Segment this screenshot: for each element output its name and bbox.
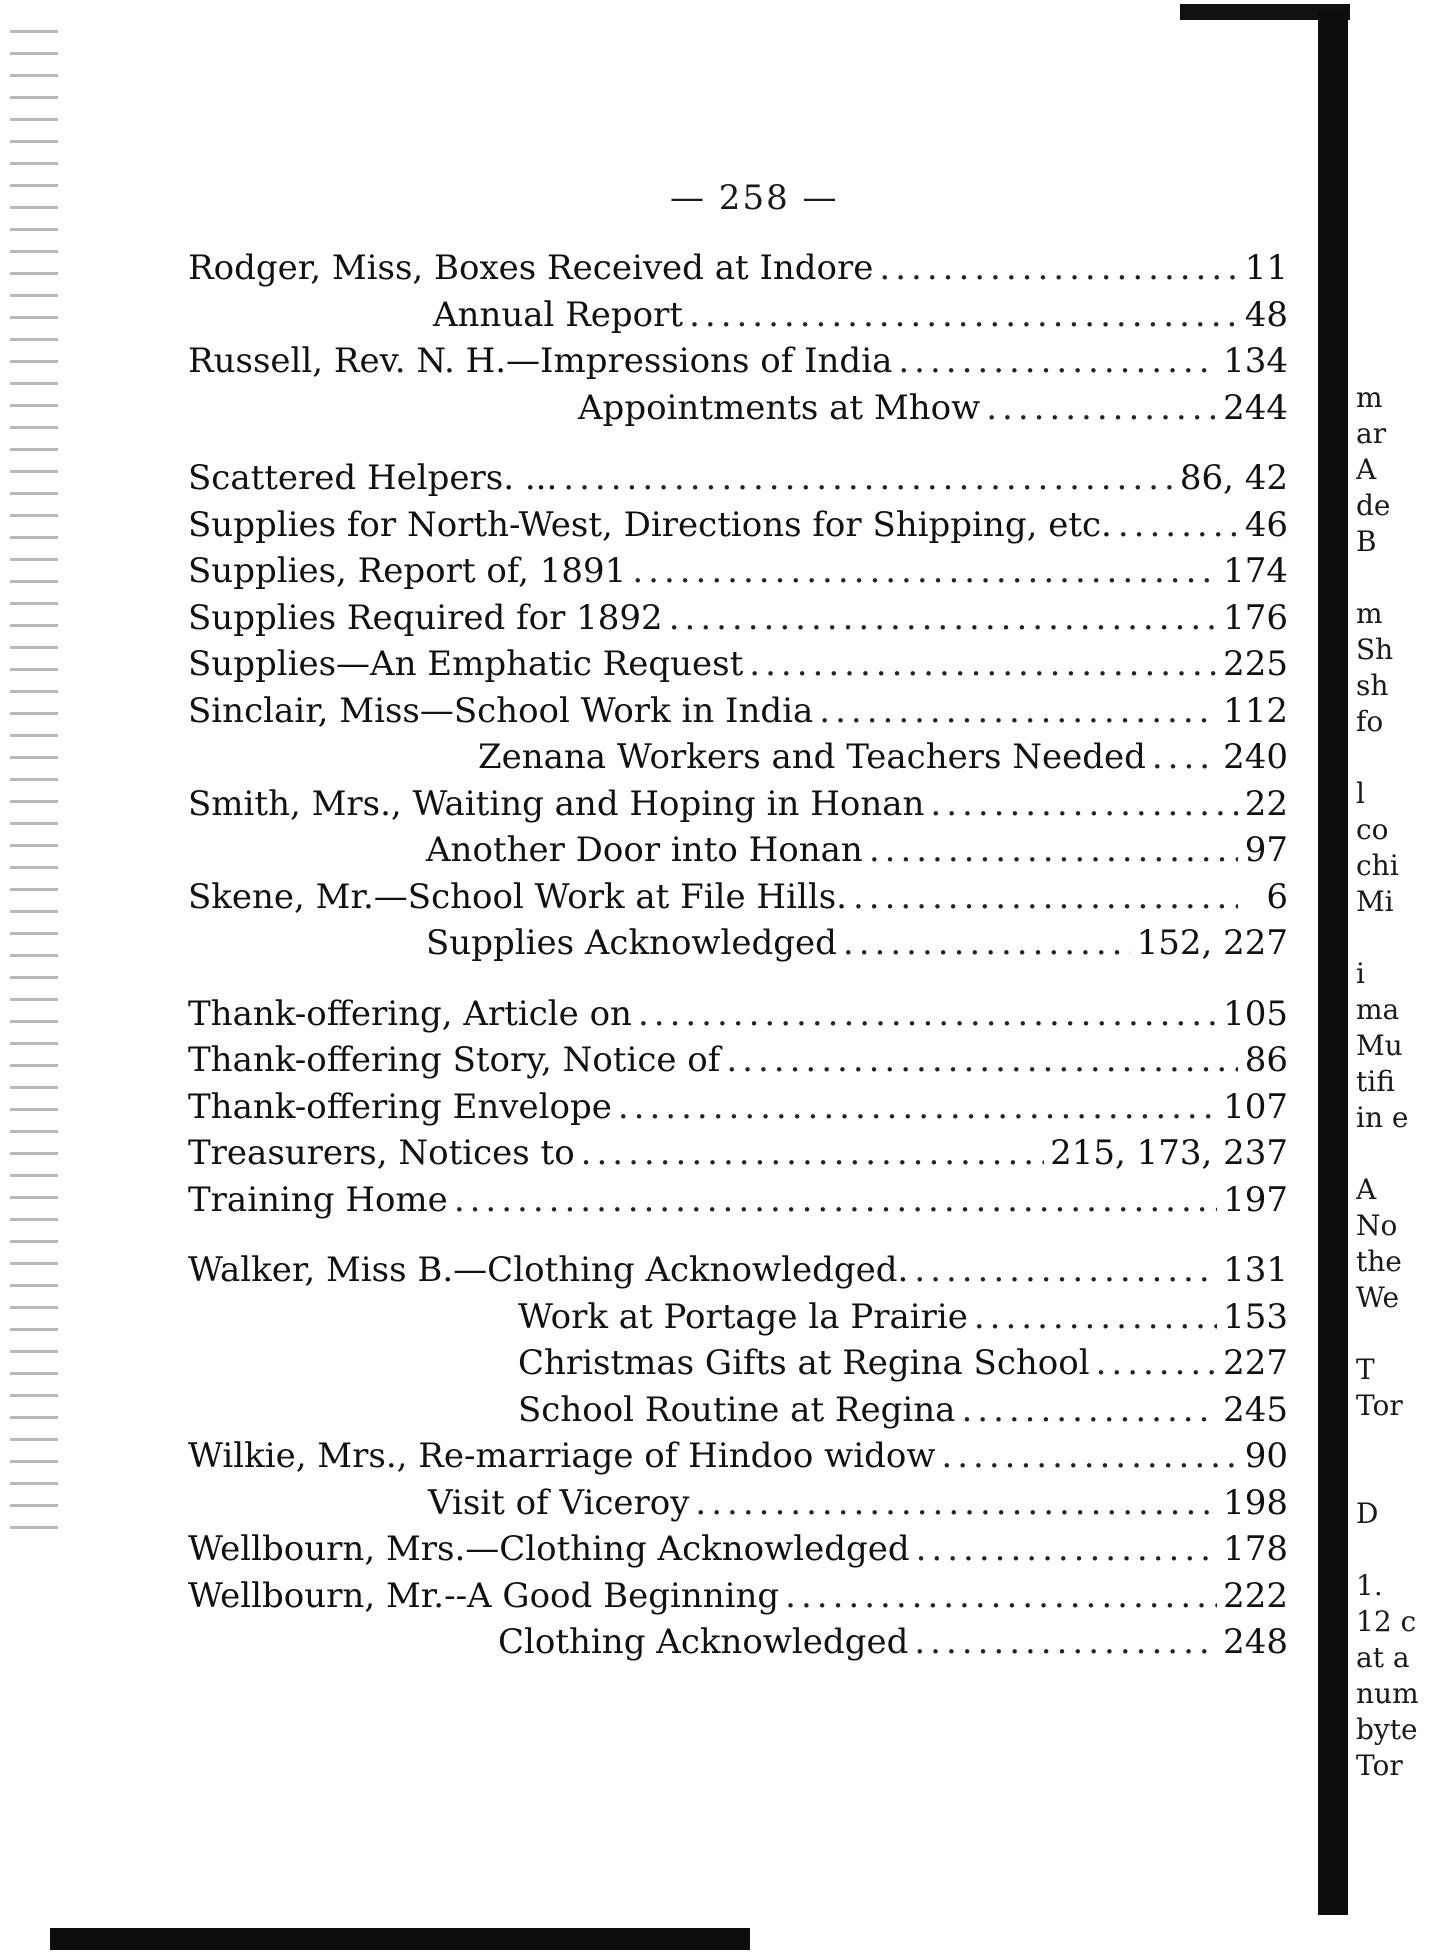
index-entry	[188, 502, 1288, 549]
entry-pages: 46	[1244, 504, 1288, 545]
index-entry	[188, 338, 1288, 385]
entry-title: Supplies—An Emphatic Request	[188, 644, 744, 684]
entry-title: Rodger, Miss, Boxes Received at Indore	[188, 248, 874, 288]
fragment-line	[1356, 1316, 1445, 1352]
fragment-line: Tor	[1356, 1749, 1403, 1782]
fragment-line: m	[1356, 597, 1383, 630]
section-gap	[188, 1223, 1288, 1247]
index-entry	[188, 991, 1288, 1038]
entry-title: Thank-offering Envelope	[188, 1086, 612, 1127]
dot-leader	[914, 1247, 1217, 1293]
fragment-line: No	[1356, 1209, 1398, 1242]
fragment-line: Mu	[1356, 1029, 1403, 1062]
index-entry	[188, 1387, 1288, 1434]
fragment-line: sh	[1356, 669, 1389, 702]
index-entry	[188, 385, 1288, 432]
section-gap	[188, 431, 1288, 455]
fragment-line: tifi	[1356, 1065, 1395, 1098]
dot-leader	[916, 1526, 1217, 1572]
fragment-line: num	[1356, 1677, 1419, 1710]
entry-pages: 248	[1223, 1622, 1288, 1662]
fragment-line	[1356, 560, 1445, 596]
dot-leader	[869, 827, 1238, 873]
fragment-line: ma	[1356, 993, 1400, 1026]
entry-title: Scattered Helpers. ...	[188, 458, 558, 498]
fragment-line	[1356, 740, 1445, 776]
index-entry	[188, 1130, 1288, 1177]
index-entry	[188, 734, 1288, 781]
dot-leader	[914, 1619, 1217, 1665]
fragment-line: We	[1356, 1281, 1400, 1314]
entry-pages: 105	[1223, 993, 1288, 1034]
entry-title: Visit of Viceroy	[428, 1482, 690, 1523]
dot-leader	[961, 1387, 1217, 1433]
entry-pages: 197	[1223, 1179, 1288, 1220]
entry-title: Work at Portage la Prairie	[518, 1296, 968, 1337]
entry-title: Wellbourn, Mrs.—Clothing Acknowledged	[188, 1529, 910, 1569]
dot-leader	[669, 595, 1217, 641]
entry-pages: 225	[1223, 644, 1288, 684]
index-entry	[188, 1480, 1288, 1527]
index-entry	[188, 1294, 1288, 1341]
entry-pages: 48	[1244, 294, 1288, 335]
adjacent-page-fragment	[1356, 380, 1445, 1800]
dot-leader	[618, 1084, 1217, 1130]
fragment-line: 12 c	[1356, 1605, 1417, 1638]
index-entry	[188, 1526, 1288, 1573]
entry-title: Training Home	[188, 1179, 448, 1220]
index-entry	[188, 641, 1288, 688]
dot-leader	[1152, 734, 1217, 780]
entry-pages: 131	[1223, 1250, 1288, 1290]
index-entry	[188, 827, 1288, 874]
entry-title: Annual Report	[433, 294, 684, 335]
index-entry	[188, 1573, 1288, 1620]
index-entry	[188, 1247, 1288, 1294]
fragment-line: at a	[1356, 1641, 1410, 1674]
dot-leader	[749, 641, 1217, 687]
fragment-line: A	[1356, 453, 1377, 486]
entry-pages: 134	[1223, 341, 1288, 381]
dot-leader	[632, 548, 1217, 594]
fragment-line: i	[1356, 957, 1365, 990]
fragment-line: byte	[1356, 1713, 1418, 1746]
entry-pages: 244	[1223, 387, 1288, 428]
index-entry	[188, 874, 1288, 921]
entry-title: Supplies, Report of, 1891	[188, 551, 627, 591]
entry-pages: 174	[1223, 551, 1288, 591]
entry-title: Wellbourn, Mr.--A Good Beginning	[188, 1575, 780, 1616]
entry-pages: 86, 42	[1179, 458, 1288, 498]
entry-pages: 240	[1223, 737, 1288, 777]
page-number: — 258 —	[670, 178, 839, 218]
entry-title: Supplies Acknowledged	[426, 923, 837, 963]
index-entry	[188, 1084, 1288, 1131]
fragment-line: chi	[1356, 849, 1399, 882]
entry-pages: 107	[1223, 1086, 1288, 1127]
entry-pages: 6	[1266, 876, 1288, 917]
scan-left-edge-noise	[10, 30, 58, 1530]
fragment-line: the	[1356, 1245, 1402, 1278]
entry-pages: 90	[1244, 1436, 1288, 1476]
section-gap	[188, 967, 1288, 991]
dot-leader	[454, 1177, 1217, 1223]
entry-pages: 152, 227	[1136, 923, 1288, 963]
fragment-line: m	[1356, 381, 1383, 414]
dot-leader	[638, 991, 1217, 1037]
dot-leader	[974, 1294, 1217, 1340]
fragment-line	[1356, 1532, 1445, 1568]
index-entry	[188, 1340, 1288, 1387]
dot-leader	[563, 455, 1174, 501]
dot-leader	[986, 385, 1217, 431]
entry-title: Christmas Gifts at Regina School	[518, 1343, 1090, 1383]
entry-title: Appointments at Mhow	[578, 387, 981, 428]
entry-pages: 227	[1223, 1343, 1288, 1383]
fragment-line: Tor	[1356, 1389, 1403, 1422]
entry-title: Another Door into Honan	[426, 830, 863, 870]
fragment-line: D	[1356, 1497, 1379, 1530]
dot-leader	[819, 688, 1217, 734]
index-entry	[188, 1037, 1288, 1084]
index-entry	[188, 688, 1288, 735]
fragment-line: 1.	[1356, 1569, 1383, 1602]
dot-leader	[1096, 1340, 1218, 1386]
dot-leader	[785, 1573, 1217, 1619]
dot-leader	[726, 1037, 1238, 1083]
entry-title: Supplies Required for 1892	[188, 597, 663, 638]
fragment-line: fo	[1356, 705, 1384, 738]
entry-title: Wilkie, Mrs., Re-marriage of Hindoo widow	[188, 1436, 936, 1476]
fragment-line: co	[1356, 813, 1389, 846]
entry-pages: 176	[1223, 597, 1288, 638]
index-entry	[188, 595, 1288, 642]
dot-leader	[930, 781, 1238, 827]
entry-pages: 86	[1244, 1040, 1288, 1080]
entry-pages: 112	[1223, 690, 1288, 731]
fragment-line	[1356, 1424, 1445, 1460]
index-entry	[188, 781, 1288, 828]
entry-pages: 178	[1223, 1529, 1288, 1569]
index-list	[188, 245, 1288, 1666]
dot-leader	[695, 1480, 1217, 1526]
fragment-line	[1356, 1460, 1445, 1496]
scan-bottom-edge	[50, 1928, 750, 1950]
entry-pages: 153	[1223, 1296, 1288, 1337]
fragment-line: Mi	[1356, 885, 1394, 918]
entry-title: Clothing Acknowledged	[498, 1622, 909, 1662]
fragment-line	[1356, 920, 1445, 956]
entry-title: Treasurers, Notices to	[188, 1133, 575, 1173]
entry-pages: 245	[1223, 1389, 1288, 1430]
fragment-line: l	[1356, 777, 1365, 810]
fragment-line: T	[1356, 1353, 1375, 1386]
entry-title: Zenana Workers and Teachers Needed	[478, 737, 1146, 777]
fragment-line	[1356, 1136, 1445, 1172]
fragment-line: B	[1356, 525, 1377, 558]
index-entry	[188, 292, 1288, 339]
entry-pages: 11	[1244, 248, 1288, 288]
fragment-line: ar	[1356, 417, 1387, 450]
dot-leader	[689, 292, 1238, 338]
entry-pages: 222	[1223, 1575, 1288, 1616]
index-entry	[188, 1433, 1288, 1480]
entry-pages: 97	[1244, 830, 1288, 870]
dot-leader	[853, 874, 1238, 920]
entry-title: Russell, Rev. N. H.—Impressions of India	[188, 341, 893, 381]
entry-title: Skene, Mr.—School Work at File Hills.	[188, 876, 847, 917]
index-entry	[188, 455, 1288, 502]
dot-leader	[581, 1130, 1044, 1176]
entry-pages: 215, 173, 237	[1050, 1133, 1288, 1173]
fragment-line: de	[1356, 489, 1391, 522]
entry-pages: 198	[1223, 1482, 1288, 1523]
entry-title: Smith, Mrs., Waiting and Hoping in Honan	[188, 783, 925, 824]
dot-leader	[898, 338, 1217, 384]
fragment-line: Sh	[1356, 633, 1394, 666]
entry-title: Sinclair, Miss—School Work in India	[188, 690, 814, 731]
fragment-line: in e	[1356, 1101, 1409, 1134]
fragment-line: A	[1356, 1173, 1377, 1206]
index-entry	[188, 1619, 1288, 1666]
dot-leader	[879, 245, 1238, 291]
entry-title: Walker, Miss B.—Clothing Acknowledged.	[188, 1250, 909, 1290]
entry-title: School Routine at Regina	[518, 1389, 956, 1430]
index-entry	[188, 920, 1288, 967]
dot-leader	[1118, 502, 1238, 548]
index-entry	[188, 245, 1288, 292]
dot-leader	[941, 1433, 1238, 1479]
entry-title: Supplies for North-West, Directions for Shipping, etc.	[188, 504, 1112, 545]
index-entry	[188, 1177, 1288, 1224]
index-entry	[188, 548, 1288, 595]
entry-title: Thank-offering Story, Notice of	[188, 1040, 721, 1080]
entry-pages: 22	[1244, 783, 1288, 824]
book-gutter-shadow	[1318, 10, 1348, 1915]
dot-leader	[843, 920, 1131, 966]
entry-title: Thank-offering, Article on	[188, 993, 632, 1034]
